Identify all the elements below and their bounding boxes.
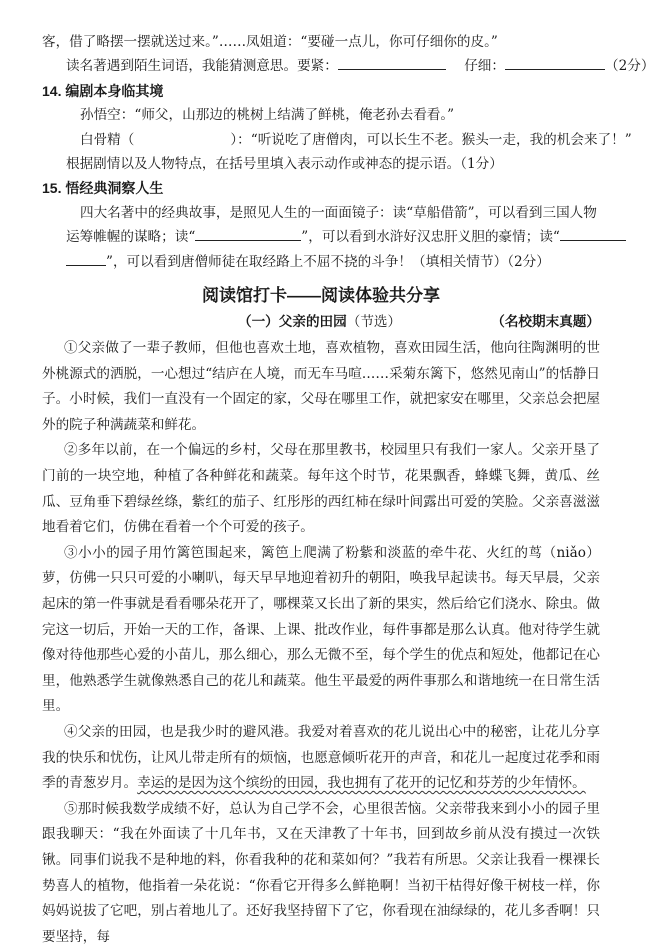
paragraph-2-text: ②多年以前，在一个偏远的乡村，父母在那里教书，校园里只有我们一家人。父亲开垦了门前的一块空地，种植了各种鲜花和蔬菜。每年这个时节，花果飘香，蜂蝶飞舞，黄瓜、丝瓜、豆角垂下碧绿丝绦，紫红的茄子、红彤彤的西红柿在绿叶间露出可爱的笑脸。父亲喜滋滋地看着它们，仿佛在看着一个个可爱的孩子。 [42,442,600,536]
answer-blank-xiyou-1[interactable] [560,226,626,241]
answer-blank-shuihu[interactable] [195,226,301,241]
passage-title-text: （一）父亲的田园 [238,314,347,330]
top-line-2-score: （2分） [604,58,654,75]
top-line-1: 客，借了略摆一摆就送过来。”……凤姐道：“要碰一点儿，你可仔细你的皮。” [42,34,498,50]
paragraph-2 [42,438,600,540]
paragraph-1-text: ①父亲做了一辈子教师，但他也喜欢土地，喜欢植物，喜欢田园生活，他向往陶渊明的世外桃源式的洒脱，一心想过“结庐在人境，而无车马喧……采菊东篱下，悠然见南山”的恬静日子。小时候，我们一直没有一个固定的家，父母在哪里工作，就把家安在哪里，父亲总会把屋外的院子种满蔬菜和鲜花。 [42,340,600,433]
q14-line-2-suffix: ）：“听说吃了唐僧肉，可以长生不老。猴头一走，我的机会来了！” [230,131,632,148]
question-15-title: 15. 悟经典洞察人生 [42,180,164,197]
q15-line-3-text: ”，可以看到唐僧师徒在取经路上不屈不挠的斗争！（填相关情节）（2分） [106,253,550,270]
top-line-2 [42,54,654,78]
paragraph-3-text: ③小小的园子用竹篱笆围起来，篱笆上爬满了粉紫和淡蓝的牵牛花、火红的茑（niǎo）萝，仿佛一只只可爱的小喇叭，每天早早地迎着初升的朝阳，唤我早起读书。每天早晨，父亲起床的第一件事就是看看哪朵花开了，哪棵菜又长出了新的果实，然后给它们浇水、除虫。做完这一切后，开始一天的工作，备课、上课、批改作业，每件事都是那么认真。他对待学生就像对待他那些心爱的小苗儿，那么细心，那么无微不至，每个学生的优点和短处，他都记在心里，他熟悉学生就像熟悉自己的花儿和蔬菜。他生平最爱的两件事那么和谐地统一在日常生活里。 [42,544,600,715]
question-14-title: 14. 编剧本身临其境 [42,82,164,99]
q14-line-2 [42,128,632,152]
q14-line-1: 孙悟空：“师父，山那边的桃树上结满了鲜桃，俺老孙去看看。” [80,107,455,124]
section-title: 阅读馆打卡——阅读体验共分享 [202,286,440,306]
answer-blank-zixi[interactable] [505,55,605,70]
paragraph-5-text: ⑤那时候我数学成绩不好，总认为自己学不会，心里很苦恼。父亲带我来到小小的园子里跟我聊天：“我在外面读了十几年书，又在天津教了十年书，回到故乡前从没有摸过一次铁锹。同事们说我不是种地的料，你看我种的花和菜如何？”我若有所思。父亲让我看一棵裸长势喜人的植物，他指着一朵花说：“你看它开得多么鲜艳啊！当初干枯得好像干树枝一样，你妈妈说拔了它吧，别占着地儿了。还好我坚持留下了它，你看现在油绿绿的，花儿多香啊！只要坚持，每 [42,800,600,945]
top-line-2-mid: 仔细： [464,58,505,75]
passage-tag: （节选） [346,314,402,331]
answer-blank-xiyou-2[interactable] [66,251,106,266]
q15-line-1: 四大名著中的经典故事，是照见人生的一面面镜子：读“草船借箭”，可以看到三国人物 [80,204,597,221]
paragraph-4-underlined-sentence: 幸运的是因为这个缤纷的田园，我也拥有了花开的记忆和芬芳的少年情怀。 [137,775,586,792]
q15-line-2-mid: ”，可以看到水浒好汉忠肝义胆的豪情；读“ [301,229,560,246]
q14-line-3: 根据剧情以及人物特点，在括号里填入表示动作或神态的提示语。（1分） [66,156,503,173]
q15-line-2-prefix: 运筹帷幄的谋略；读“ [66,229,196,246]
q15-line-3 [42,250,600,274]
paragraph-4 [42,720,600,797]
paragraph-1 [42,336,600,438]
section-subtitle-row [42,310,600,334]
paragraph-5 [42,797,600,950]
passage-source: （名校期末真题） [491,314,600,330]
q14-line-2-prefix: 白骨精（ [80,131,135,148]
paragraph-4-text: ④父亲的田园，也是我少时的避风港。我爱对着喜欢的花儿说出心中的秘密，让花儿分享我的快乐和忧伤，让风儿带走所有的烦恼，也愿意倾听花开的声音，和花儿一起度过花季和雨季的青葱岁月。 [42,723,600,792]
top-line-2-prefix: 读名著遇到陌生词语，我能猜测意思。要紧： [66,58,338,75]
passage-title [238,310,401,334]
q15-line-2 [42,225,600,249]
paragraph-3 [42,541,600,720]
answer-blank-yaojin[interactable] [338,55,446,70]
